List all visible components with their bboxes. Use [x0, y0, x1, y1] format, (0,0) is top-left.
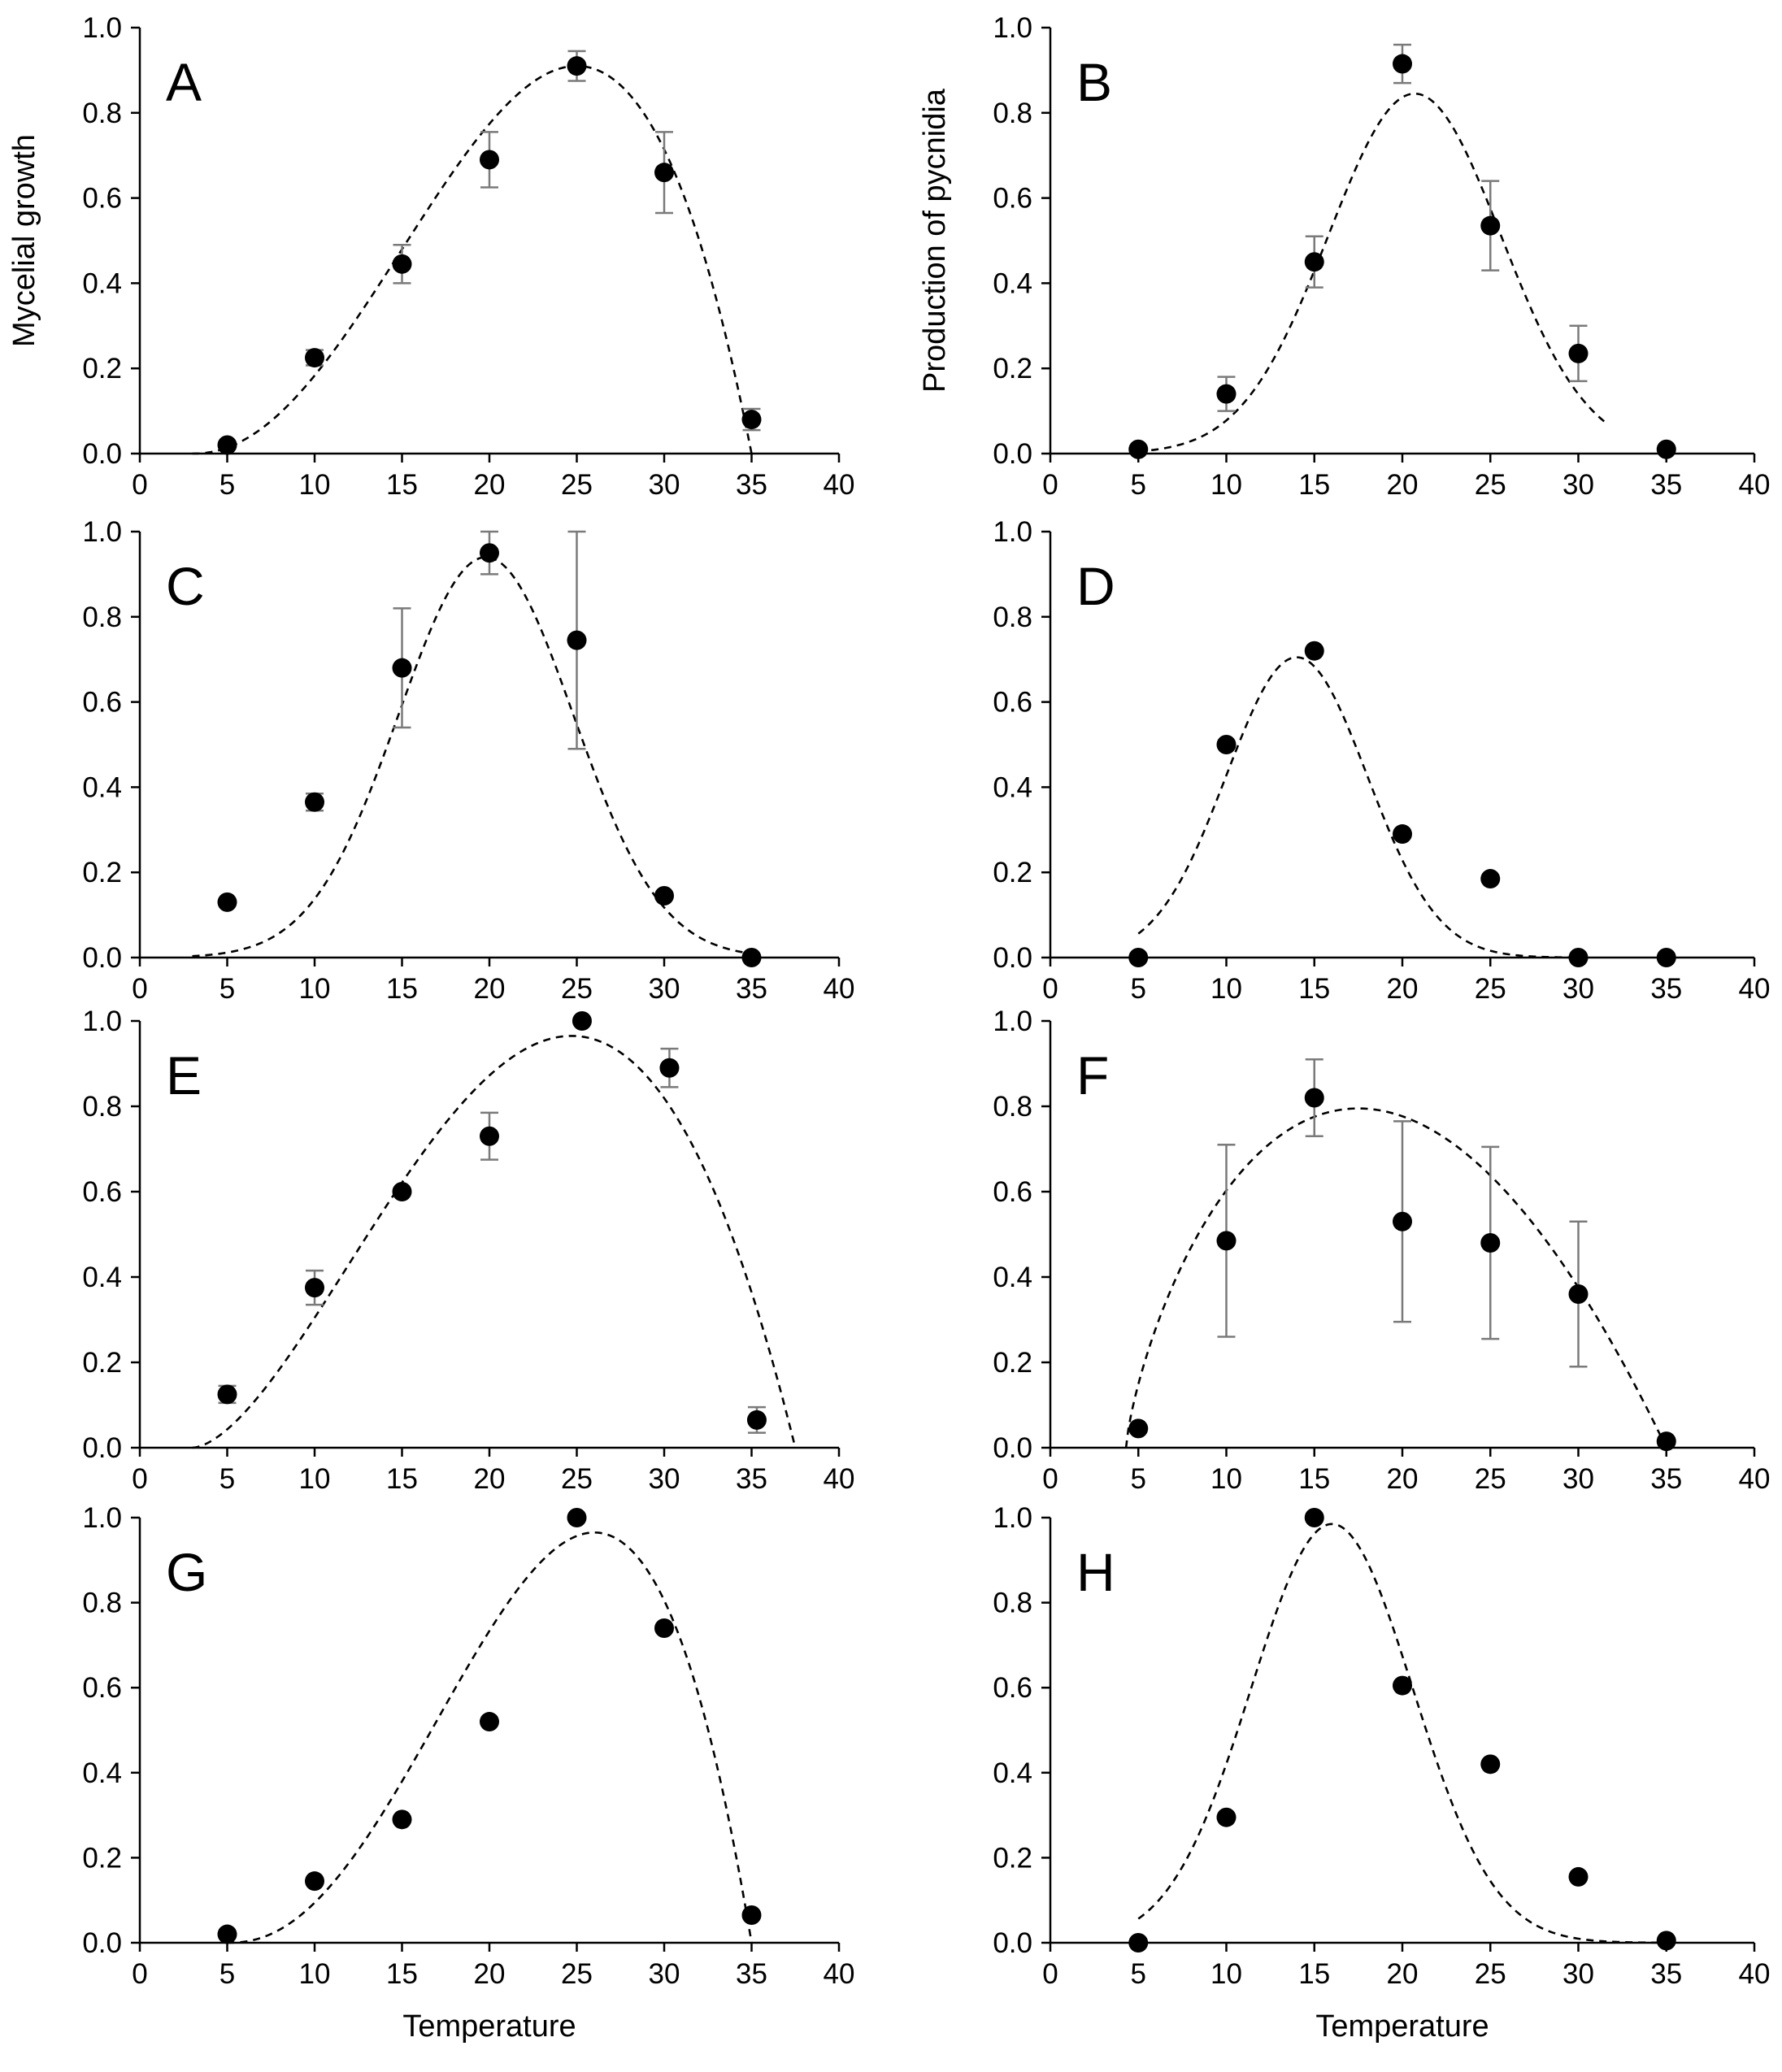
data-point	[1657, 1931, 1676, 1950]
data-point	[1569, 948, 1589, 967]
x-tick-label: 20	[1386, 1463, 1419, 1495]
data-point	[1128, 1933, 1148, 1953]
x-tick-label: 5	[219, 469, 236, 501]
y-tick-label: 1.0	[82, 1502, 122, 1534]
y-tick-label: 0.2	[993, 1842, 1032, 1874]
data-point	[747, 1410, 767, 1430]
y-tick-label: 1.0	[993, 12, 1032, 44]
y-tick-label: 0.0	[82, 1432, 122, 1464]
data-point	[1480, 869, 1500, 888]
y-tick-label: 1.0	[993, 516, 1032, 548]
panel-letter: B	[1076, 52, 1113, 112]
data-point	[654, 886, 674, 906]
y-tick-label: 0.4	[993, 771, 1032, 804]
y-axis-title: Production of pycnidia	[918, 89, 952, 393]
data-point	[1305, 252, 1324, 271]
data-point	[305, 348, 324, 367]
data-point	[1480, 1233, 1500, 1253]
y-tick-label: 0.4	[82, 771, 122, 804]
x-tick-label: 20	[473, 469, 506, 501]
panel-letter: H	[1076, 1542, 1115, 1602]
data-point	[1128, 440, 1148, 459]
panel-c	[82, 516, 854, 1005]
x-tick-label: 5	[1130, 1463, 1146, 1495]
y-tick-label: 0.4	[82, 1262, 122, 1293]
x-tick-label: 30	[1563, 1958, 1594, 1990]
x-tick-label: 10	[1210, 469, 1242, 501]
data-point	[305, 1278, 324, 1297]
data-point	[1393, 824, 1412, 844]
y-tick-label: 0.6	[993, 1176, 1032, 1208]
x-tick-label: 30	[1563, 469, 1594, 501]
y-tick-label: 0.4	[82, 1757, 122, 1789]
x-tick-label: 5	[1130, 469, 1146, 501]
data-point	[1393, 54, 1412, 74]
x-tick-label: 15	[1298, 973, 1331, 1005]
x-tick-label: 25	[1474, 1463, 1506, 1495]
panel-letter: G	[166, 1542, 208, 1602]
panel-letter: F	[1076, 1045, 1110, 1106]
data-point	[567, 56, 587, 76]
data-point	[1480, 1754, 1500, 1774]
data-point	[480, 1712, 499, 1731]
y-axis-title: Mycelial growth	[7, 134, 41, 347]
panel-d	[993, 516, 1770, 1005]
x-tick-label: 40	[823, 469, 855, 501]
y-tick-label: 0.6	[82, 1176, 122, 1208]
y-tick-label: 0.2	[82, 353, 122, 385]
panel-b	[918, 12, 1770, 501]
y-tick-label: 1.0	[993, 1502, 1032, 1534]
x-tick-label: 20	[1386, 1958, 1419, 1990]
y-tick-label: 0.2	[993, 857, 1032, 889]
x-tick-label: 0	[132, 469, 148, 501]
data-point	[305, 1871, 324, 1891]
data-point	[218, 893, 237, 912]
data-point	[480, 150, 499, 169]
x-tick-label: 25	[561, 1463, 593, 1495]
fitted-curve	[1138, 658, 1578, 958]
x-tick-label: 35	[736, 1463, 767, 1495]
x-tick-label: 35	[736, 469, 767, 501]
data-point	[1657, 440, 1676, 459]
data-point	[218, 436, 237, 455]
x-tick-label: 35	[736, 973, 767, 1005]
x-tick-label: 0	[1042, 1958, 1058, 1990]
x-tick-label: 40	[1738, 1463, 1771, 1495]
data-point	[393, 1809, 412, 1829]
data-point	[1128, 1418, 1148, 1438]
y-tick-label: 0.8	[82, 1587, 122, 1619]
y-tick-label: 0.4	[993, 267, 1032, 300]
data-point	[1657, 948, 1676, 967]
y-tick-label: 0.0	[993, 438, 1032, 470]
data-point	[393, 1182, 412, 1201]
panel-letter: E	[166, 1045, 202, 1106]
x-axis-title: Temperature	[1315, 2009, 1489, 2044]
x-tick-label: 0	[1042, 973, 1058, 1005]
fitted-curve	[1138, 93, 1608, 451]
y-tick-label: 0.6	[82, 182, 122, 215]
x-tick-label: 15	[386, 973, 418, 1005]
x-tick-label: 20	[473, 1463, 506, 1495]
y-tick-label: 0.0	[82, 942, 122, 974]
x-tick-label: 10	[1210, 1463, 1242, 1495]
x-tick-label: 15	[1298, 1463, 1331, 1495]
y-tick-label: 0.8	[993, 1091, 1032, 1123]
data-point	[1217, 384, 1237, 404]
x-tick-label: 30	[1563, 973, 1594, 1005]
x-tick-label: 15	[386, 1958, 418, 1990]
x-axis-title: Temperature	[402, 2009, 576, 2044]
x-tick-label: 10	[298, 1958, 331, 1990]
data-point	[659, 1058, 679, 1078]
data-point	[1217, 1808, 1237, 1827]
y-tick-label: 0.4	[82, 267, 122, 300]
data-point	[480, 543, 499, 563]
data-point	[218, 1384, 237, 1404]
data-point	[1657, 1431, 1676, 1451]
x-tick-label: 25	[561, 469, 593, 501]
data-point	[742, 948, 762, 967]
data-point	[1393, 1212, 1412, 1231]
x-tick-label: 35	[736, 1958, 767, 1990]
x-tick-label: 0	[132, 973, 148, 1005]
y-tick-label: 0.2	[82, 1347, 122, 1379]
x-tick-label: 20	[473, 973, 506, 1005]
data-point	[1569, 344, 1589, 363]
y-tick-label: 0.6	[82, 686, 122, 719]
y-tick-label: 0.6	[993, 182, 1032, 215]
panel-h	[993, 1502, 1770, 2044]
x-tick-label: 15	[386, 469, 418, 501]
y-tick-label: 0.8	[82, 601, 122, 633]
data-point	[1128, 948, 1148, 967]
x-tick-label: 5	[1130, 973, 1146, 1005]
data-point	[742, 410, 762, 429]
y-tick-label: 0.0	[82, 438, 122, 470]
data-point	[218, 1925, 237, 1944]
x-tick-label: 0	[1042, 469, 1058, 501]
data-point	[1305, 641, 1324, 661]
x-tick-label: 40	[823, 1958, 855, 1990]
panel-letter: C	[166, 556, 205, 616]
x-tick-label: 10	[298, 973, 331, 1005]
fitted-curve	[1126, 1109, 1667, 1448]
y-tick-label: 0.6	[993, 686, 1032, 719]
x-tick-label: 30	[648, 1463, 680, 1495]
panel-letter: D	[1076, 556, 1115, 616]
y-tick-label: 0.2	[82, 857, 122, 889]
fitted-curve	[193, 1036, 796, 1448]
x-tick-label: 5	[219, 973, 236, 1005]
y-tick-label: 0.2	[82, 1842, 122, 1874]
x-tick-label: 40	[823, 973, 855, 1005]
x-tick-label: 40	[1738, 973, 1771, 1005]
x-tick-label: 0	[1042, 1463, 1058, 1495]
x-tick-label: 5	[219, 1463, 236, 1495]
x-tick-label: 10	[1210, 973, 1242, 1005]
x-tick-label: 30	[1563, 1463, 1594, 1495]
y-tick-label: 0.0	[993, 942, 1032, 974]
y-tick-label: 0.0	[82, 1927, 122, 1959]
x-tick-label: 25	[1474, 469, 1506, 501]
y-tick-label: 0.0	[993, 1927, 1032, 1959]
x-tick-label: 25	[1474, 973, 1506, 1005]
y-tick-label: 1.0	[993, 1006, 1032, 1037]
data-point	[1569, 1284, 1589, 1304]
data-point	[1305, 1088, 1324, 1108]
data-point	[1217, 735, 1237, 754]
y-tick-label: 0.8	[993, 97, 1032, 129]
x-tick-label: 5	[219, 1958, 236, 1990]
data-point	[654, 1618, 674, 1638]
panel-g	[82, 1502, 854, 2044]
x-tick-label: 15	[1298, 469, 1331, 501]
x-tick-label: 30	[648, 469, 680, 501]
y-tick-label: 0.2	[993, 1347, 1032, 1379]
data-point	[654, 163, 674, 182]
x-tick-label: 35	[1650, 469, 1683, 501]
y-tick-label: 0.6	[82, 1672, 122, 1705]
x-tick-label: 0	[132, 1958, 148, 1990]
data-point	[1217, 1231, 1237, 1250]
y-tick-label: 0.8	[993, 601, 1032, 633]
panel-e	[82, 1006, 854, 1495]
data-point	[1569, 1867, 1589, 1887]
y-tick-label: 0.8	[82, 97, 122, 129]
x-tick-label: 15	[386, 1463, 418, 1495]
x-tick-label: 0	[132, 1463, 148, 1495]
x-tick-label: 20	[473, 1958, 506, 1990]
y-tick-label: 0.2	[993, 353, 1032, 385]
data-point	[1305, 1508, 1324, 1527]
panel-f	[993, 1006, 1770, 1495]
data-point	[567, 1508, 587, 1527]
x-tick-label: 30	[648, 1958, 680, 1990]
data-point	[393, 658, 412, 678]
x-tick-label: 10	[1210, 1958, 1242, 1990]
y-tick-label: 1.0	[82, 516, 122, 548]
data-point	[742, 1905, 762, 1925]
x-tick-label: 35	[1650, 1958, 1683, 1990]
x-tick-label: 25	[561, 973, 593, 1005]
x-tick-label: 10	[298, 1463, 331, 1495]
x-tick-label: 15	[1298, 1958, 1331, 1990]
data-point	[1393, 1676, 1412, 1696]
fitted-curve	[193, 66, 752, 454]
panel-a	[7, 12, 854, 501]
x-tick-label: 40	[1738, 1958, 1771, 1990]
y-tick-label: 0.0	[993, 1432, 1032, 1464]
data-point	[567, 631, 587, 650]
x-tick-label: 20	[1386, 469, 1419, 501]
y-tick-label: 1.0	[82, 1006, 122, 1037]
y-tick-label: 0.4	[993, 1757, 1032, 1789]
data-point	[1480, 216, 1500, 236]
x-tick-label: 25	[1474, 1958, 1506, 1990]
data-point	[305, 793, 324, 812]
y-tick-label: 1.0	[82, 12, 122, 44]
x-tick-label: 10	[298, 469, 331, 501]
x-tick-label: 25	[561, 1958, 593, 1990]
x-tick-label: 20	[1386, 973, 1419, 1005]
x-tick-label: 5	[1130, 1958, 1146, 1990]
y-tick-label: 0.4	[993, 1262, 1032, 1293]
x-tick-label: 40	[1738, 469, 1771, 501]
data-point	[480, 1127, 499, 1146]
x-tick-label: 40	[823, 1463, 855, 1495]
x-tick-label: 35	[1650, 973, 1683, 1005]
panel-letter: A	[166, 52, 202, 112]
y-tick-label: 0.8	[993, 1587, 1032, 1619]
y-tick-label: 0.8	[82, 1091, 122, 1123]
x-tick-label: 35	[1650, 1463, 1683, 1495]
data-point	[572, 1011, 592, 1031]
data-point	[393, 254, 412, 274]
y-tick-label: 0.6	[993, 1672, 1032, 1705]
x-tick-label: 30	[648, 973, 680, 1005]
